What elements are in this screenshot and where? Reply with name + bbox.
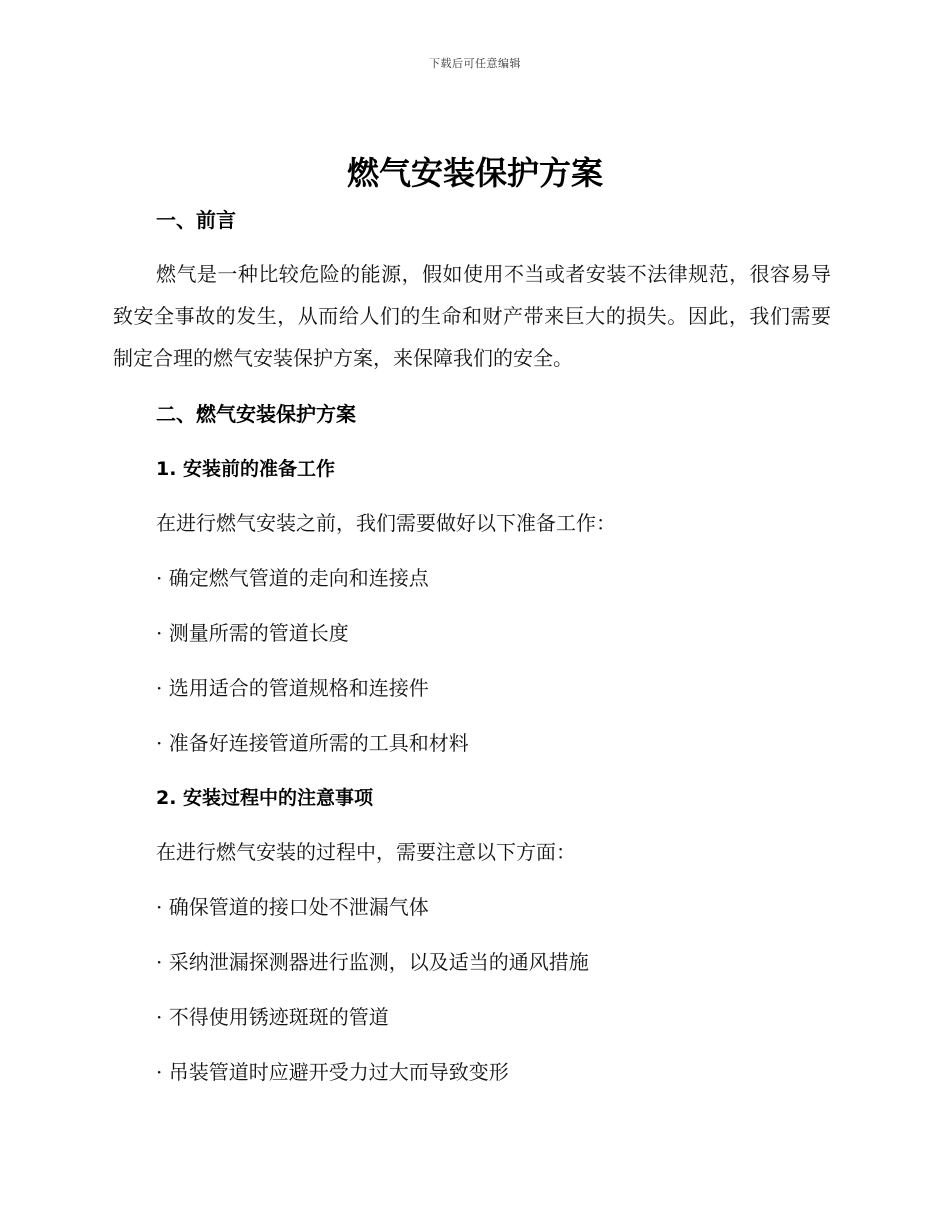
list-item: · 采纳泄漏探测器进行监测，以及适当的通风措施 xyxy=(156,950,589,974)
list-item: · 测量所需的管道长度 xyxy=(156,621,349,645)
list-item: · 选用适合的管道规格和连接件 xyxy=(156,676,429,700)
document-title: 燃气安装保护方案 xyxy=(346,154,603,192)
list-item: · 确保管道的接口处不泄漏气体 xyxy=(156,895,429,919)
list-item: · 不得使用锈迹斑斑的管道 xyxy=(156,1005,389,1029)
list-item: · 准备好连接管道所需的工具和材料 xyxy=(156,731,469,755)
section-heading-preface: 一、前言 xyxy=(156,208,236,232)
list-item: · 吊装管道时应避开受力过大而导致变形 xyxy=(156,1060,509,1084)
subsection-heading-preparation: 1. 安装前的准备工作 xyxy=(156,458,336,480)
subsection-heading-precautions: 2. 安装过程中的注意事项 xyxy=(156,787,374,809)
section-heading-plan: 二、燃气安装保护方案 xyxy=(156,402,356,426)
preparation-intro: 在进行燃气安装之前，我们需要做好以下准备工作： xyxy=(156,511,616,535)
preface-paragraph: 燃气是一种比较危险的能源，假如使用不当或者安装不法律规范，很容易导致安全事故的发生，从而给人们的生命和财产带来巨大的损失。因此，我们需要制定合理的燃气安装保护方案，来保障我们的安全。 xyxy=(113,262,831,370)
precautions-intro: 在进行燃气安装的过程中，需要注意以下方面： xyxy=(156,840,576,864)
page-header: 下载后可任意编辑 xyxy=(429,57,521,70)
list-item: · 确定燃气管道的走向和连接点 xyxy=(156,566,429,590)
